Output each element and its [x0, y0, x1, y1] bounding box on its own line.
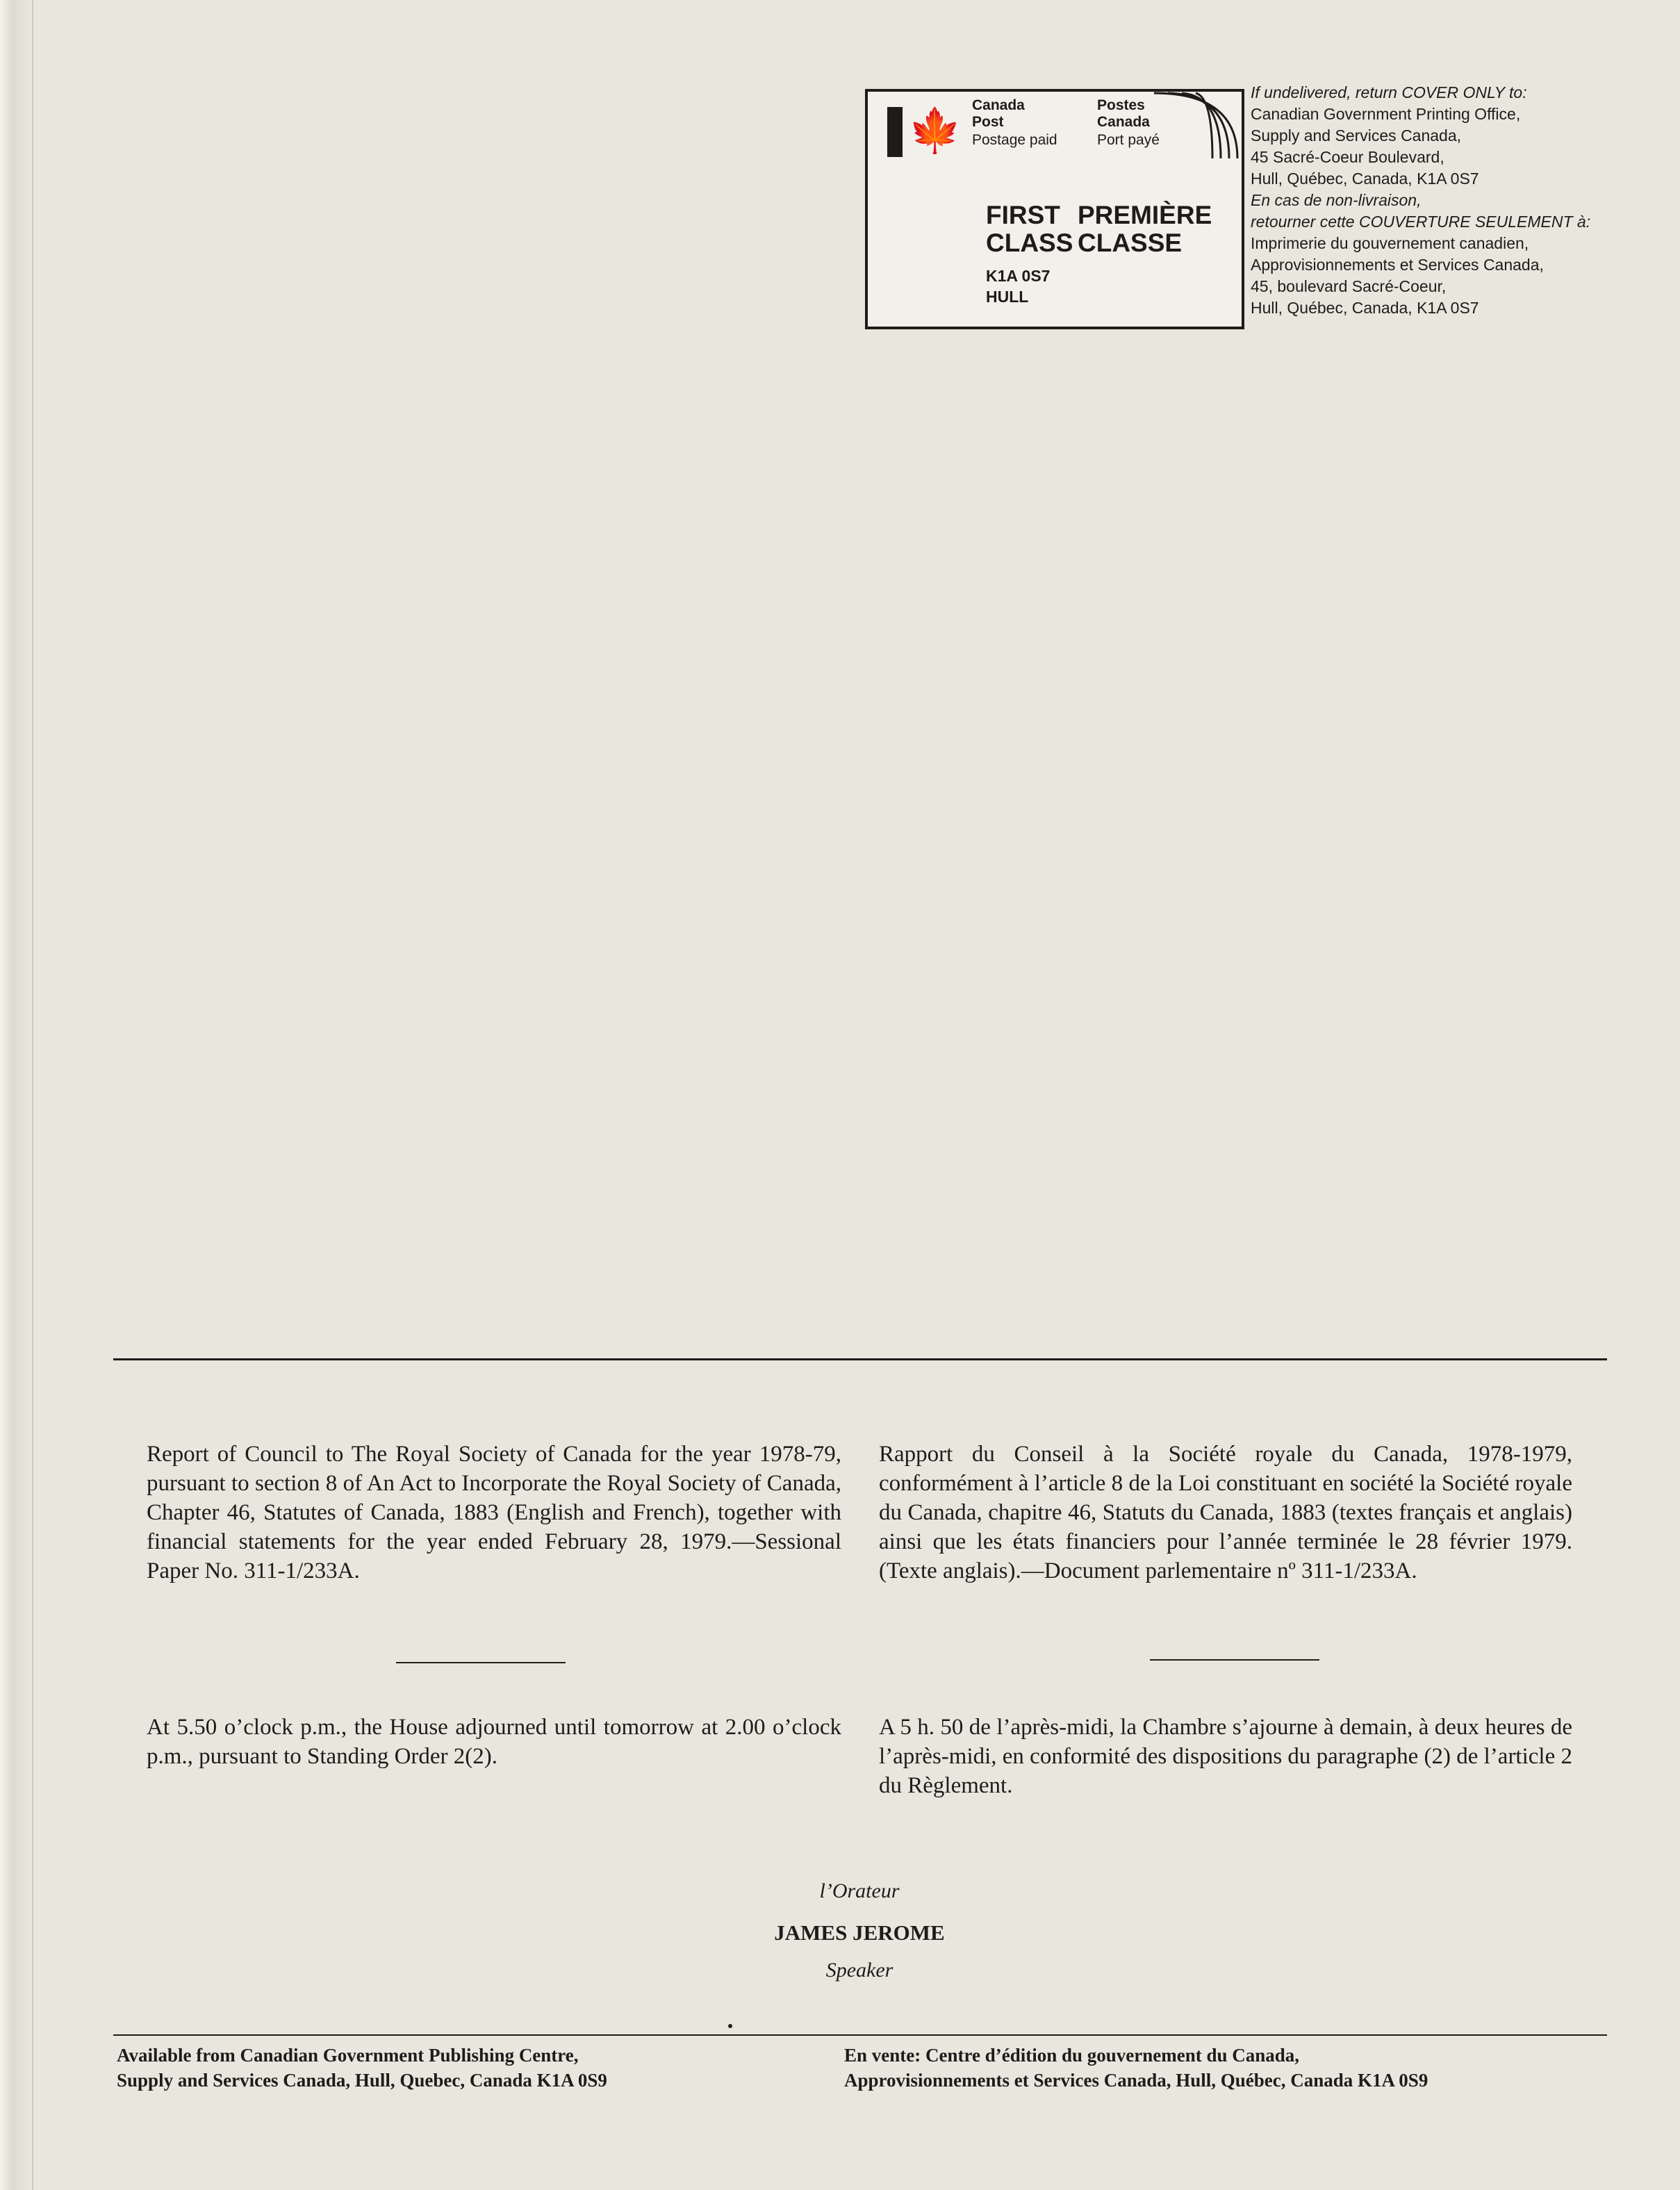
return-fr-line: Hull, Québec, Canada, K1A 0S7 — [1251, 299, 1479, 317]
maple-leaf-icon: 🍁 — [908, 105, 962, 156]
postage-paid-label: Postage paid — [972, 132, 1057, 148]
return-fr-intro2: retourner cette COUVERTURE SEULEMENT à: — [1251, 213, 1591, 231]
footer-fr-line2: Approvisionnements et Services Canada, Hull, Québec, Canada K1A 0S9 — [844, 2070, 1428, 2091]
adjourn-fr: A 5 h. 50 de l’après-midi, la Chambre s’ajourne à demain, à deux heures de l’après-midi, en conformité des dispositions du paragraphe (2) de l’article 2 du Règlement. — [879, 1715, 1572, 1798]
report-en: Report of Council to The Royal Society of Canada for the year 1978-79, pursuant to section 8 of An Act to Incorporate the Royal Society of Canada, Chapter 46, Statutes of Canada, 1883 (English and French), together with financial statements for the year ended February 28, 1979.—Sessional Paper No. 311-1/233A. — [147, 1442, 841, 1583]
speaker-name: JAMES JEROME — [774, 1920, 945, 1945]
return-en-line: Canadian Government Printing Office, — [1251, 105, 1521, 123]
signature-block — [147, 1877, 1572, 1984]
return-en-line: Hull, Québec, Canada, K1A 0S7 — [1251, 170, 1479, 188]
footer-fr — [844, 2043, 1428, 2093]
return-address — [1251, 82, 1674, 319]
return-fr-line: Imprimerie du gouvernement canadien, — [1251, 234, 1529, 252]
footer-divider — [113, 2034, 1607, 2036]
first-class-label: FIRST CLASS — [986, 201, 1073, 257]
page-edge — [0, 0, 33, 2190]
return-fr-line: 45, boulevard Sacré-Coeur, — [1251, 277, 1447, 295]
center-dot — [728, 2024, 732, 2028]
canada-post-logo — [887, 105, 962, 157]
premiere-classe-label: PREMIÈRE CLASSE — [1078, 201, 1212, 257]
return-fr-intro: En cas de non-livraison, — [1251, 191, 1422, 209]
return-en-intro: If undelivered, return COVER ONLY to: — [1251, 83, 1527, 101]
postmark-lines — [1140, 89, 1244, 165]
canada-post-label: Canada Post — [972, 97, 1025, 130]
footer-en-line2: Supply and Services Canada, Hull, Quebec, Canada K1A 0S9 — [117, 2070, 607, 2091]
report-fr: Rapport du Conseil à la Société royale du Canada, 1978-1979, conformément à l’article 8 de la Loi constituant en société la Société royale du Canada, chapitre 46, Statuts du Canada, 1883 (textes français et anglais) ainsi que les états financiers pour l’année terminée le 28 février 1979. (Texte anglais).—Document parlementaire nº 311-1/233A. — [879, 1442, 1572, 1583]
footer-en-line1: Available from Canadian Government Publishing Centre, — [117, 2045, 579, 2066]
port-paye-label: Port payé — [1097, 132, 1160, 148]
adjourn-en: At 5.50 o’clock p.m., the House adjourned until tomorrow at 2.00 o’clock p.m., pursuant to Standing Order 2(2). — [147, 1715, 841, 1769]
short-divider-en — [396, 1662, 566, 1663]
postal-city: HULL — [986, 288, 1029, 306]
speaker-title: Speaker — [825, 1959, 893, 1982]
footer-fr-line1: En vente: Centre d’édition du gouvernement du Canada, — [844, 2045, 1300, 2066]
orateur-title: l’Orateur — [819, 1879, 900, 1902]
show-through-left — [90, 292, 841, 1334]
postage-indicia — [865, 89, 1244, 329]
section-divider — [113, 1358, 1607, 1360]
short-divider-fr — [1150, 1659, 1319, 1661]
postes-canada-label: Postes Canada — [1097, 97, 1150, 130]
return-fr-line: Approvisionnements et Services Canada, — [1251, 256, 1544, 274]
return-en-line: Supply and Services Canada, — [1251, 126, 1462, 145]
footer-en — [117, 2043, 607, 2093]
return-en-line: 45 Sacré-Coeur Boulevard, — [1251, 148, 1444, 166]
postal-code: K1A 0S7 — [986, 267, 1051, 285]
